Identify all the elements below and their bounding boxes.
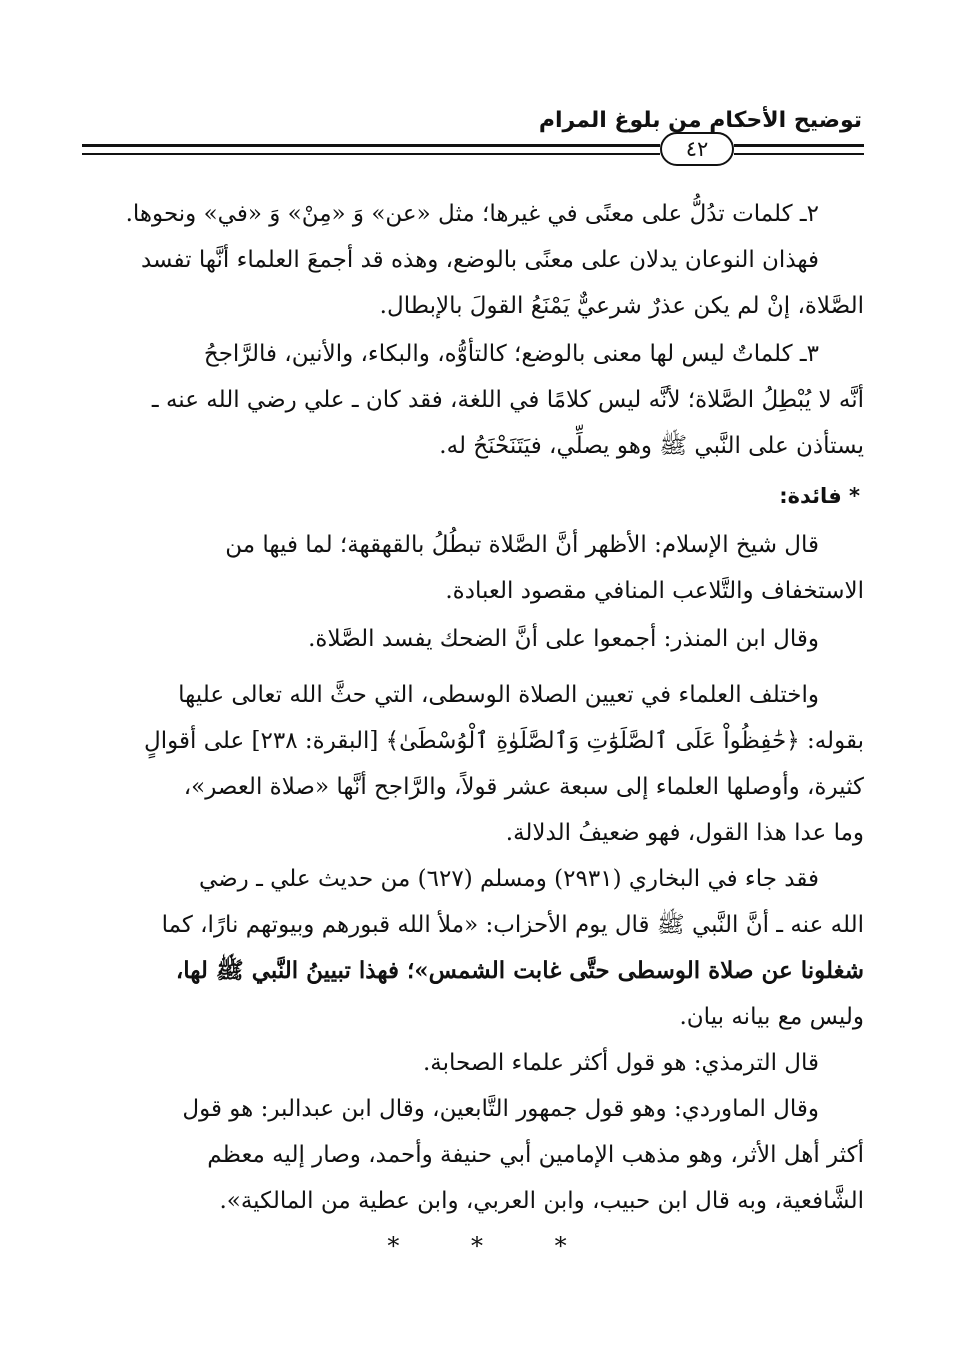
header-rule <box>82 144 660 147</box>
text-line: واختلف العلماء في تعيين الصلاة الوسطى، التي حثَّ الله تعالى عليها <box>178 682 819 708</box>
text-line: قال شيخ الإسلام: الأظهر أنَّ الصَّلاة تبطُلُ بالقهقهة؛ لما فيها من <box>225 532 819 558</box>
text-line: الشَّافعية، وبه قال ابن حبيب، وابن العربي، وابن عطية من المالكية». <box>219 1188 864 1214</box>
page-number: ٤٢ <box>660 132 734 166</box>
text-line: أنَّه لا يُبْطِلُ الصَّلاة؛ لأنَّه ليس كلامًا في اللغة، فقد كان ـ علي رضي الله عنه ـ <box>151 387 864 413</box>
header-rule <box>734 153 864 155</box>
text-line: فهذان النوعان يدلان على معنًى بالوضع، وهذه قد أجمعَ العلماء أنَّها تفسد <box>140 247 819 273</box>
text-line: الصَّلاة، إنْ لم يكن عذرٌ شرعيٌّ يَمْنَعُ القولَ بالإبطال. <box>379 293 864 319</box>
text-line: الله عنه ـ أنَّ النَّبي ﷺ قال يوم الأحزاب: «ملأ الله قبورهم وبيوتهم نارًا، كما <box>161 912 864 938</box>
text-line: وقال ابن المنذر: أجمعوا على أنَّ الضحك يفسد الصَّلاة. <box>308 626 819 652</box>
text-line: الاستخفاف والتَّلاعب المنافي مقصود العبادة. <box>445 578 864 604</box>
running-title: توضيح الأحكام من بلوغ المرام <box>538 108 862 133</box>
text-line: وقال الماوردي: وهو قول جمهور التَّابعين، وقال ابن عبدالبر: هو قول <box>182 1096 819 1122</box>
header-rule <box>734 144 864 147</box>
text-line: أكثر أهل الأثر، وهو مذهب الإمامين أبي حنيفة وأحمد، وصار إليه معظم <box>207 1142 864 1168</box>
text-line: كثيرة، وأوصلها العلماء إلى سبعة عشر قولاً، والرَّاجح أنَّها «صلاة العصر»، <box>183 774 864 800</box>
section-heading: * فائدة: <box>779 484 860 508</box>
text-line: وما عدا هذا القول، فهو ضعيفُ الدلالة. <box>505 820 864 846</box>
text-line: بقوله: ﴿حَٰفِظُواْ عَلَى ٱلصَّلَوَٰتِ وَٱلصَّلَوٰةِ ٱلْوُسْطَىٰ﴾ [البقرة: ٢٣٨] على أقوالٍ <box>144 728 864 754</box>
section-end-ornament: * * * <box>387 1232 599 1260</box>
text-line: يستأذن على النَّبي ﷺ وهو يصلِّي، فيَتَنَحْنَحُ له. <box>439 433 864 459</box>
text-line: شغلونا عن صلاة الوسطى حتَّى غابت الشمس»؛ فهذا تبيينُ النَّبي ﷺ لها، <box>175 957 864 984</box>
text-line: وليس مع بيانه بيان. <box>679 1004 864 1030</box>
text-line: قال الترمذي: هو قول أكثر علماء الصحابة. <box>422 1050 819 1076</box>
text-line: فقد جاء في البخاري (٢٩٣١) ومسلم (٦٢٧) من حديث علي ـ رضي <box>198 866 819 892</box>
header-rule <box>82 153 660 155</box>
text-line: ٣ـ كلماتٌ ليس لها معنى بالوضع؛ كالتأوُّه، والبكاء، والأنين، فالرَّاجحُ <box>203 341 819 367</box>
text-line: ٢ـ كلمات تدُلُّ على معنًى في غيرها؛ مثل «عن» وَ «مِنْ» وَ «في» ونحوها. <box>125 201 819 227</box>
